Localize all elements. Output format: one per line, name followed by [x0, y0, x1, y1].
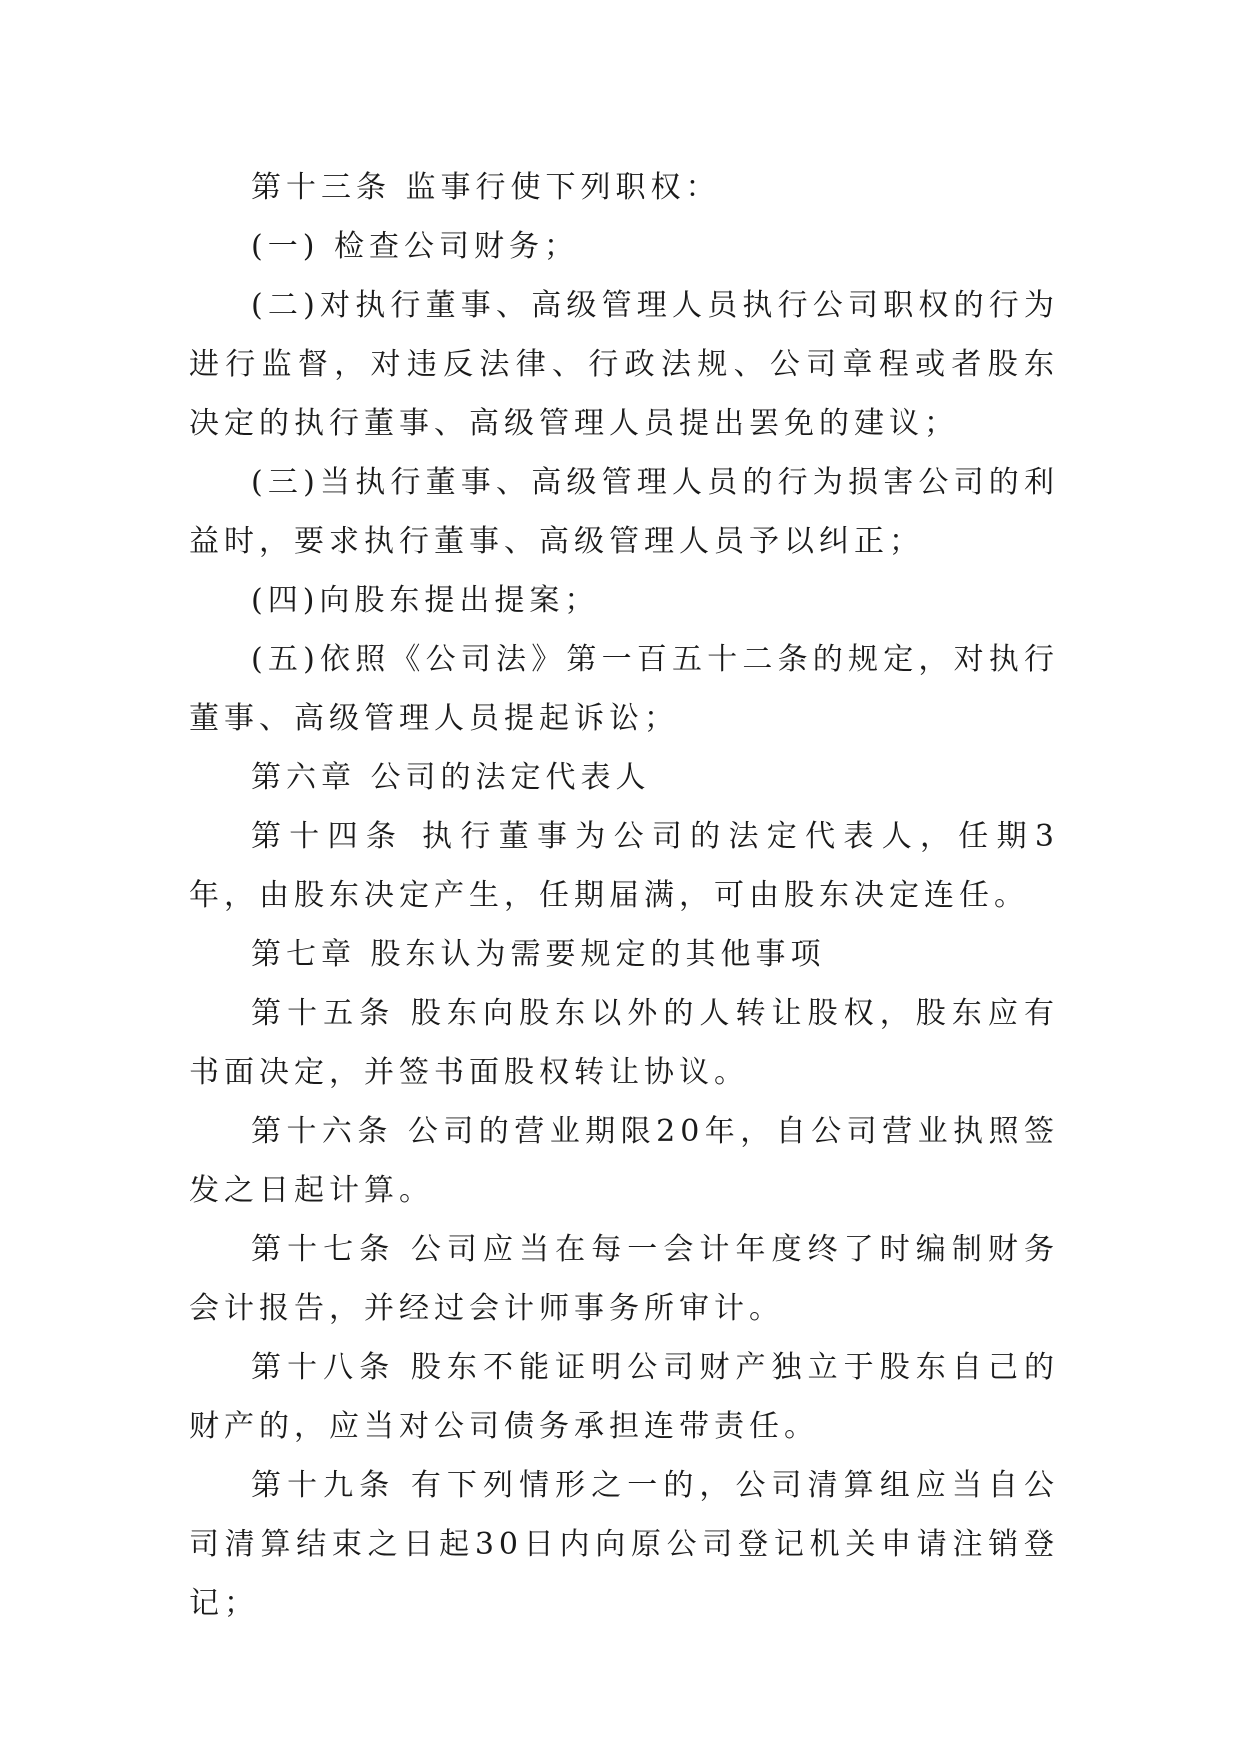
chapter-7-heading: 第七章 股东认为需要规定的其他事项 — [251, 937, 826, 972]
document-body — [189, 158, 1059, 1633]
article-14: 第十四条 执行董事为公司的法定代表人，任期3年，由股东决定产生，任期届满，可由股东决定连任。 — [189, 819, 1059, 913]
article-13-item-2: (二)对执行董事、高级管理人员执行公司职权的行为进行监督，对违反法律、行政法规、公司章程或者股东决定的执行董事、高级管理人员提出罢免的建议； — [189, 288, 1059, 441]
article-13-item-1: (一) 检查公司财务； — [251, 229, 579, 264]
chapter-6-heading: 第六章 公司的法定代表人 — [251, 760, 651, 795]
article-13-heading: 第十三条 监事行使下列职权： — [251, 170, 721, 205]
article-18: 第十八条 股东不能证明公司财产独立于股东自己的财产的，应当对公司债务承担连带责任。 — [189, 1350, 1059, 1444]
article-13-item-3: (三)当执行董事、高级管理人员的行为损害公司的利益时，要求执行董事、高级管理人员予以纠正； — [189, 465, 1059, 559]
article-13-item-4: (四)向股东提出提案； — [251, 583, 600, 618]
article-15: 第十五条 股东向股东以外的人转让股权，股东应有书面决定，并签书面股权转让协议。 — [189, 996, 1059, 1090]
article-16: 第十六条 公司的营业期限20年，自公司营业执照签发之日起计算。 — [189, 1114, 1059, 1208]
article-19: 第十九条 有下列情形之一的，公司清算组应当自公司清算结束之日起30日内向原公司登记机关申请注销登记； — [189, 1468, 1059, 1621]
article-17: 第十七条 公司应当在每一会计年度终了时编制财务会计报告，并经过会计师事务所审计。 — [189, 1232, 1059, 1326]
article-13-item-5: (五)依照《公司法》第一百五十二条的规定，对执行董事、高级管理人员提起诉讼； — [189, 642, 1059, 736]
